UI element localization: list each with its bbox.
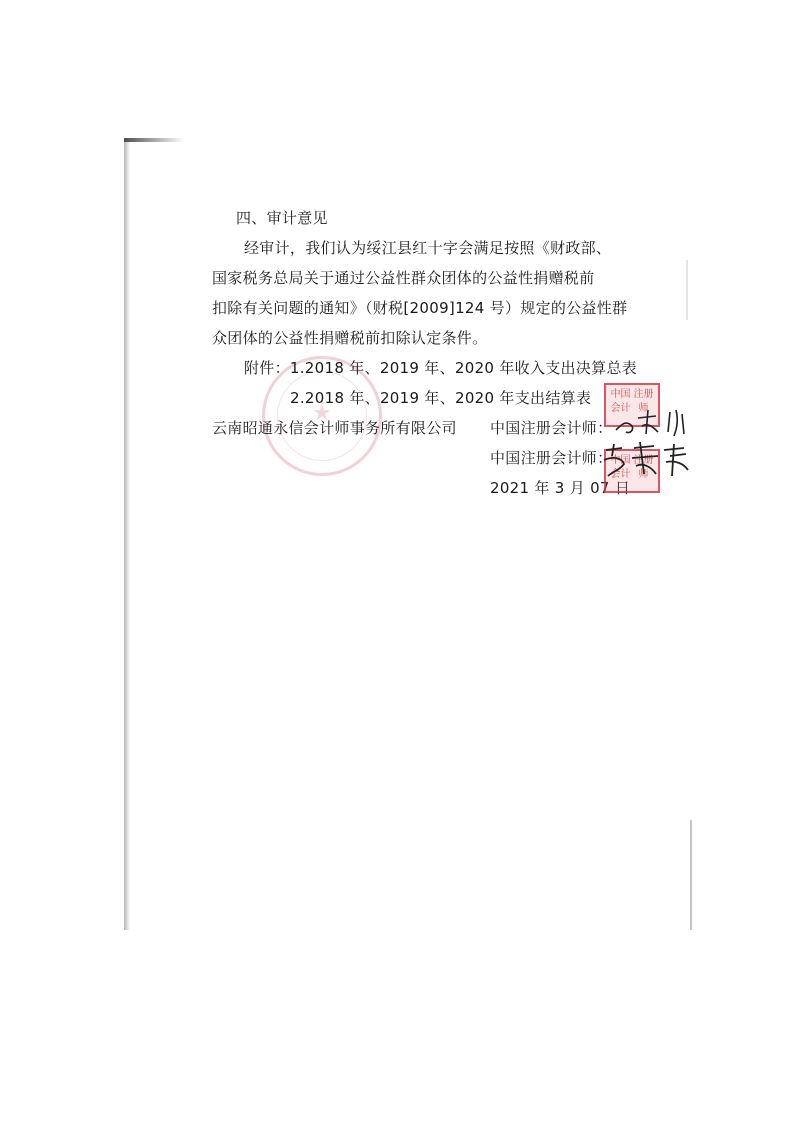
round-seal-icon: ★ [262,356,382,476]
section-heading: 四、审计意见 [236,209,328,227]
attachment-line-2: 2.2018 年、2019 年、2020 年支出结算表 [290,389,592,407]
paragraph-line-4: 众团体的公益性捐赠税前扣除认定条件。 [212,329,488,347]
attachment-line-1: 附件：1.2018 年、2019 年、2020 年收入支出决算总表 [244,359,638,377]
cpa-label-1: 中国注册会计师： [490,419,613,437]
report-date: 2021 年 3 月 07 日 [490,479,631,497]
scan-edge-left [124,140,130,930]
scan-edge-right-upper [686,260,688,320]
handwritten-signature-icon [600,440,692,480]
cpa-stamp-icon: 中国 注册 会计 师 [604,449,660,493]
handwritten-signature-icon [612,406,696,438]
cpa-label-2: 中国注册会计师： [490,449,613,467]
scan-edge-top [124,138,184,142]
paragraph-line-3: 扣除有关问题的通知》（财税[2009]124 号）规定的公益性群 [212,299,628,317]
scan-edge-right [690,820,692,930]
cpa-stamp-icon: 中国 注册 会计 师 [604,383,660,427]
firm-name: 云南昭通永信会计师事务所有限公司 [212,419,457,437]
paragraph-line-2: 国家税务总局关于通过公益性群众团体的公益性捐赠税前 [212,269,595,287]
paragraph-line-1: 经审计，我们认为绥江县红十字会满足按照《财政部、 [244,239,612,257]
